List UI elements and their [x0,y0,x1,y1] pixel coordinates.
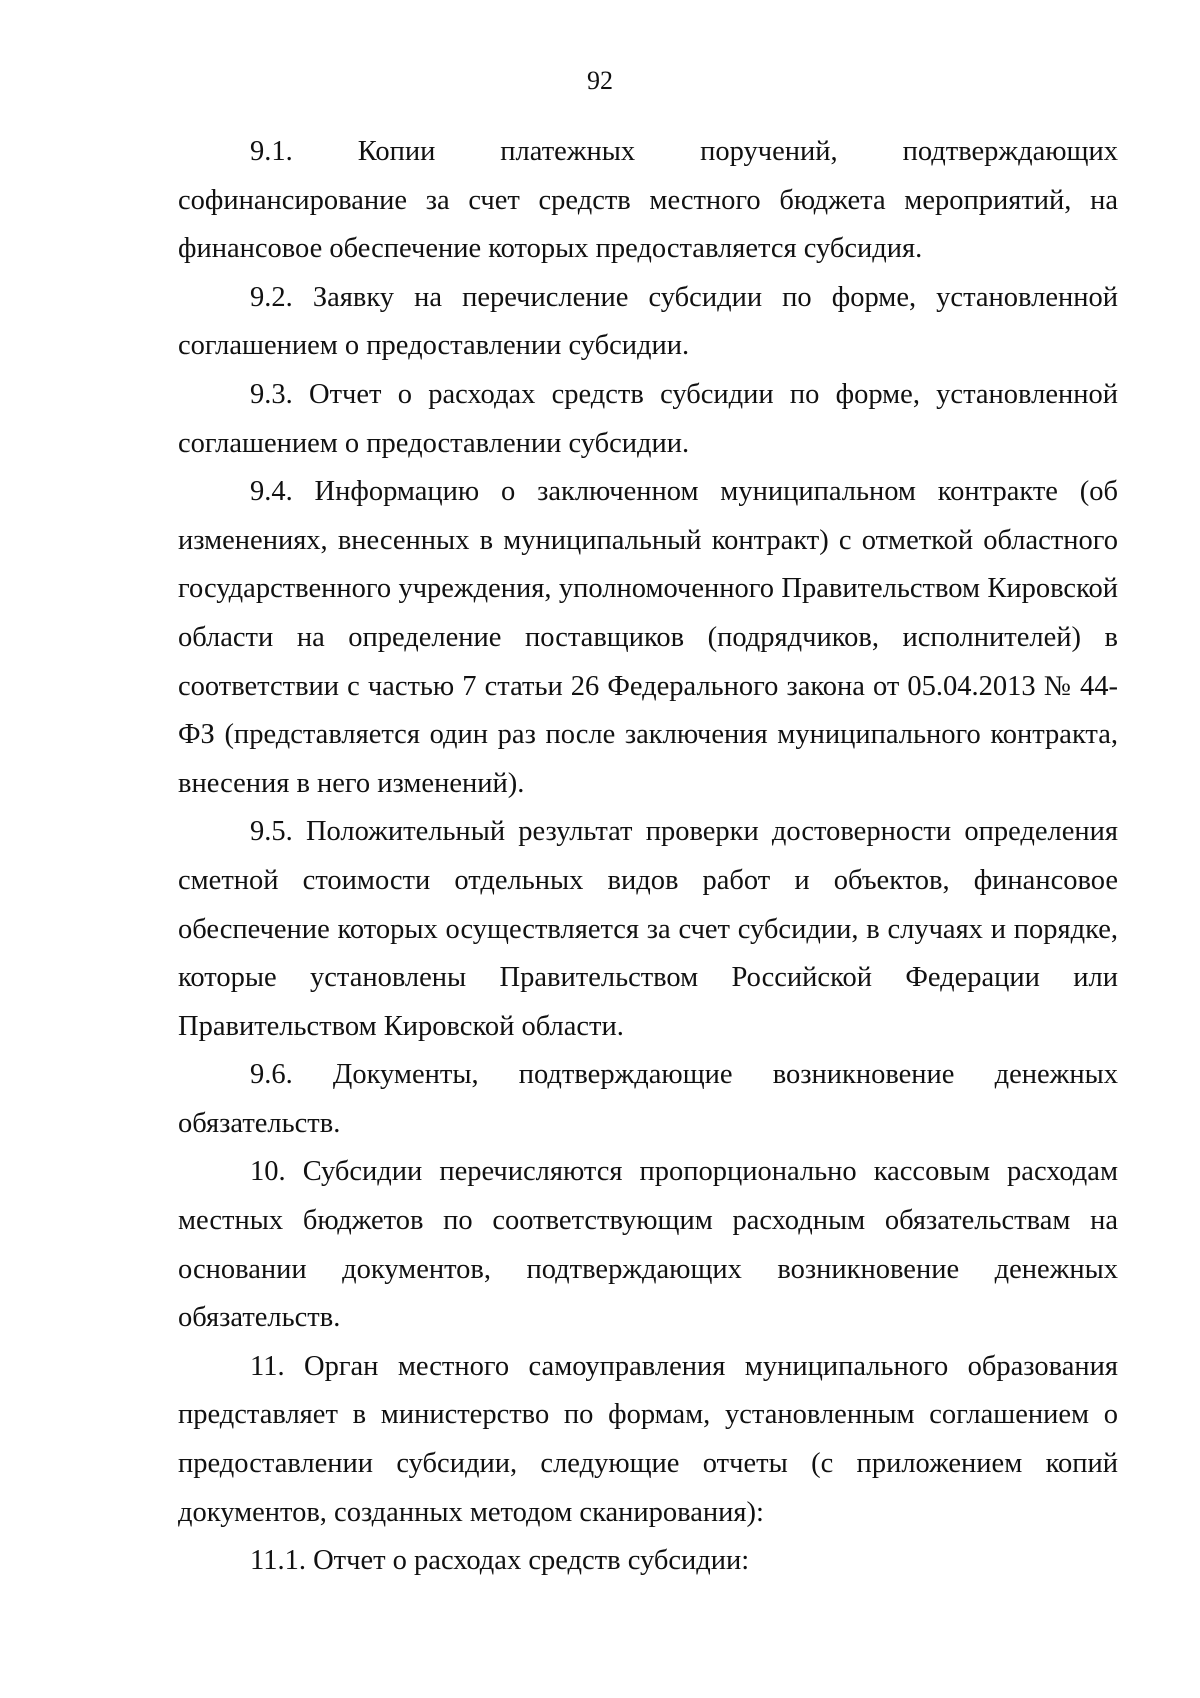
paragraph-9-2: 9.2. Заявку на перечисление субсидии по форме, установленной соглашением о предоставлении субсидии. [178,281,1118,362]
paragraph-9-4: 9.4. Информацию о заключенном муниципальном контракте (об изменениях, внесенных в муниципальный контракт) с отметкой областного государственного учреждения, уполномоченного Правительством Кировской области на определение поставщиков (подрядчиков, исполнителей) в соответствии с частью 7 статьи 26 Федерального закона от 05.04.2013 № 44-ФЗ (представляется один раз после заключения муниципального контракта, внесения в него изменений). [178,476,1118,799]
paragraph-9-6: 9.6. Документы, подтверждающие возникновение денежных обязательств. [178,1059,1118,1139]
paragraph-11: 11. Орган местного самоуправления муниципального образования представляет в министерство по формам, установленным соглашением о предоставлении субсидии, следующие отчеты (с приложением копий документов, созданных методом сканирования): [178,1350,1118,1528]
paragraph-9-1: 9.1. Копии платежных поручений, подтверждающих софинансирование за счет средств местного бюджета мероприятий, на финансовое обеспечение которых предоставляется субсидия. [178,136,1118,265]
document-body [178,128,1118,1586]
paragraph-11-1: 11.1. Отчет о расходах средств субсидии: [250,1545,750,1577]
paragraph-10: 10. Субсидии перечисляются пропорционально кассовым расходам местных бюджетов по соответствующим расходным обязательствам на основании документов, подтверждающих возникновение денежных обязательств. [178,1156,1118,1334]
paragraph-9-5: 9.5. Положительный результат проверки достоверности определения сметной стоимости отдельных видов работ и объектов, финансовое обеспечение которых осуществляется за счет субсидии, в случаях и порядке, которые установлены Правительством Российской Федерации или Правительством Кировской области. [178,816,1118,1042]
page-number: 92 [587,66,613,95]
paragraph-9-3: 9.3. Отчет о расходах средств субсидии по форме, установленной соглашением о предоставлении субсидии. [178,378,1118,459]
